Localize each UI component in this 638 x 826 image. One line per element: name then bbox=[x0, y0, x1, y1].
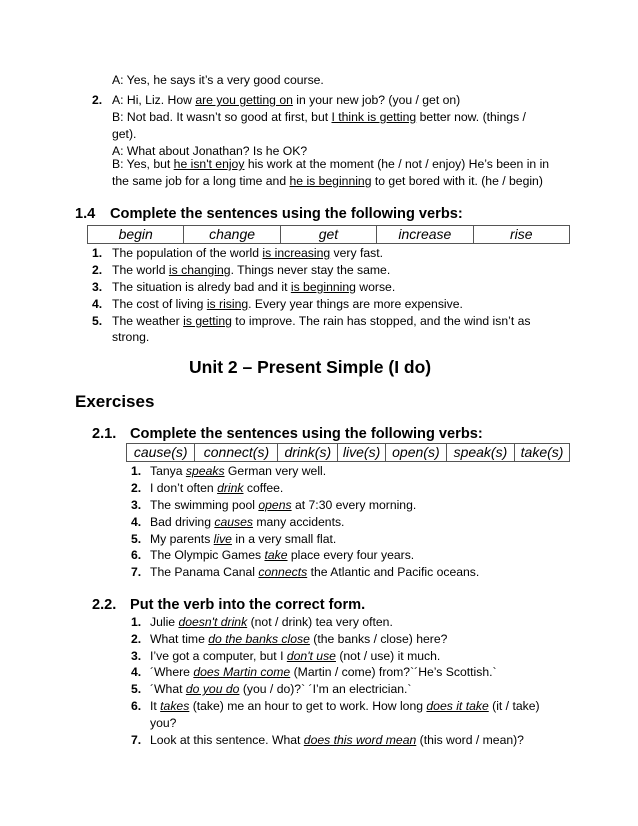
dialogue-line: B: Yes, but he isn't enjoy his work at the moment (he / not / enjoy) He’s been in in bbox=[112, 157, 550, 171]
list-item: The cost of living is rising. Every year things are more expensive. bbox=[112, 297, 463, 311]
answer: is beginning bbox=[290, 280, 356, 294]
answer: does it take bbox=[426, 699, 489, 713]
section-number: 1.4 bbox=[75, 206, 96, 222]
item-number: 5. bbox=[92, 314, 103, 328]
list-item: ´Where does Martin come (Martin / come) from?`´He’s Scottish.` bbox=[150, 665, 497, 679]
item-number: 4. bbox=[131, 515, 142, 529]
item-number: 7. bbox=[131, 733, 142, 747]
answer: is rising bbox=[206, 297, 249, 311]
item-number: 1. bbox=[131, 464, 142, 478]
answer: are you getting on bbox=[195, 93, 293, 107]
answer: opens bbox=[258, 498, 292, 512]
list-item: The population of the world is increasing very fast. bbox=[112, 246, 383, 260]
item-number: 5. bbox=[131, 532, 142, 546]
dialogue-line: B: Not bad. It wasn’t so good at first, but I think is getting better now. (things / bbox=[112, 110, 526, 124]
verb-box bbox=[87, 225, 570, 244]
list-item: Julie doesn't drink (not / drink) tea very often. bbox=[150, 615, 393, 629]
list-item-continuation: you? bbox=[150, 716, 177, 730]
dialogue-line: A: Hi, Liz. How are you getting on in your new job? (you / get on) bbox=[112, 93, 461, 107]
list-item: The Panama Canal connects the Atlantic and Pacific oceans. bbox=[150, 565, 480, 579]
answer: connects bbox=[258, 565, 308, 579]
item-number: 7. bbox=[131, 565, 142, 579]
section-number: 2.2. bbox=[92, 597, 117, 613]
dialogue-line: A: What about Jonathan? Is he OK? bbox=[112, 144, 308, 158]
item-number: 3. bbox=[92, 280, 103, 294]
list-item: Bad driving causes many accidents. bbox=[150, 515, 345, 529]
verb-cell: open(s) bbox=[386, 444, 447, 462]
list-item: I’ve got a computer, but I don't use (not / use) it much. bbox=[150, 649, 441, 663]
item-number: 5. bbox=[131, 682, 142, 696]
answer: takes bbox=[160, 699, 190, 713]
item-number: 1. bbox=[92, 246, 103, 260]
item-number: 2. bbox=[92, 93, 103, 107]
list-item: ´What do you do (you / do)?` ´I’m an electrician.` bbox=[150, 682, 412, 696]
verb-cell: take(s) bbox=[515, 444, 570, 462]
list-item: Look at this sentence. What does this word mean (this word / mean)? bbox=[150, 733, 524, 747]
list-item: The Olympic Games take place every four years. bbox=[150, 548, 415, 562]
verb-cell: live(s) bbox=[338, 444, 386, 462]
verb-cell: connect(s) bbox=[195, 444, 278, 462]
section-number: 2.1. bbox=[92, 426, 117, 442]
answer: drink bbox=[217, 481, 244, 495]
answer: take bbox=[264, 548, 288, 562]
verb-cell: speak(s) bbox=[446, 444, 514, 462]
list-item-continuation: strong. bbox=[112, 330, 150, 344]
answer: do you do bbox=[185, 682, 240, 696]
verb-box bbox=[126, 443, 570, 462]
dialogue-line: get). bbox=[112, 127, 137, 141]
answer: is increasing bbox=[262, 246, 331, 260]
item-number: 2. bbox=[131, 632, 142, 646]
item-number: 3. bbox=[131, 498, 142, 512]
answer: does this word mean bbox=[303, 733, 417, 747]
answer: doesn't drink bbox=[178, 615, 248, 629]
item-number: 2. bbox=[92, 263, 103, 277]
answer: he is beginning bbox=[289, 174, 372, 188]
answer: causes bbox=[214, 515, 253, 529]
item-number: 6. bbox=[131, 548, 142, 562]
list-item: It takes (take) me an hour to get to work. How long does it take (it / take) bbox=[150, 699, 540, 713]
list-item: The world is changing. Things never stay the same. bbox=[112, 263, 391, 277]
item-number: 2. bbox=[131, 481, 142, 495]
dialogue-line: the same job for a long time and he is beginning to get bored with it. (he / begin) bbox=[112, 174, 543, 188]
verb-cell: rise bbox=[473, 226, 569, 244]
exercises-heading: Exercises bbox=[75, 392, 155, 411]
verb-cell: change bbox=[184, 226, 280, 244]
verb-cell: get bbox=[280, 226, 376, 244]
answer: do the banks close bbox=[208, 632, 310, 646]
dialogue-line: A: Yes, he says it’s a very good course. bbox=[112, 73, 324, 87]
section-title: Complete the sentences using the following verbs: bbox=[130, 426, 483, 442]
list-item: The weather is getting to improve. The rain has stopped, and the wind isn’t as bbox=[112, 314, 531, 328]
item-number: 1. bbox=[131, 615, 142, 629]
list-item: What time do the banks close (the banks / close) here? bbox=[150, 632, 448, 646]
answer: is changing bbox=[168, 263, 231, 277]
list-item: My parents live in a very small flat. bbox=[150, 532, 337, 546]
verb-cell: increase bbox=[377, 226, 473, 244]
list-item: The swimming pool opens at 7:30 every morning. bbox=[150, 498, 417, 512]
list-item: The situation is alredy bad and it is beginning worse. bbox=[112, 280, 396, 294]
unit-title: Unit 2 – Present Simple (I do) bbox=[189, 357, 432, 377]
item-number: 6. bbox=[131, 699, 142, 713]
verb-cell: begin bbox=[88, 226, 184, 244]
answer: live bbox=[213, 532, 232, 546]
answer: does Martin come bbox=[193, 665, 291, 679]
answer: he isn't enjoy bbox=[173, 157, 245, 171]
answer: is getting bbox=[183, 314, 232, 328]
section-title: Complete the sentences using the following verbs: bbox=[110, 206, 463, 222]
list-item: I don’t often drink coffee. bbox=[150, 481, 284, 495]
verb-cell: drink(s) bbox=[278, 444, 338, 462]
list-item: Tanya speaks German very well. bbox=[150, 464, 327, 478]
verb-cell: cause(s) bbox=[127, 444, 195, 462]
item-number: 3. bbox=[131, 649, 142, 663]
item-number: 4. bbox=[92, 297, 103, 311]
section-title: Put the verb into the correct form. bbox=[130, 597, 366, 613]
answer: speaks bbox=[185, 464, 225, 478]
answer: don't use bbox=[286, 649, 336, 663]
answer: I think is getting bbox=[331, 110, 417, 124]
item-number: 4. bbox=[131, 665, 142, 679]
